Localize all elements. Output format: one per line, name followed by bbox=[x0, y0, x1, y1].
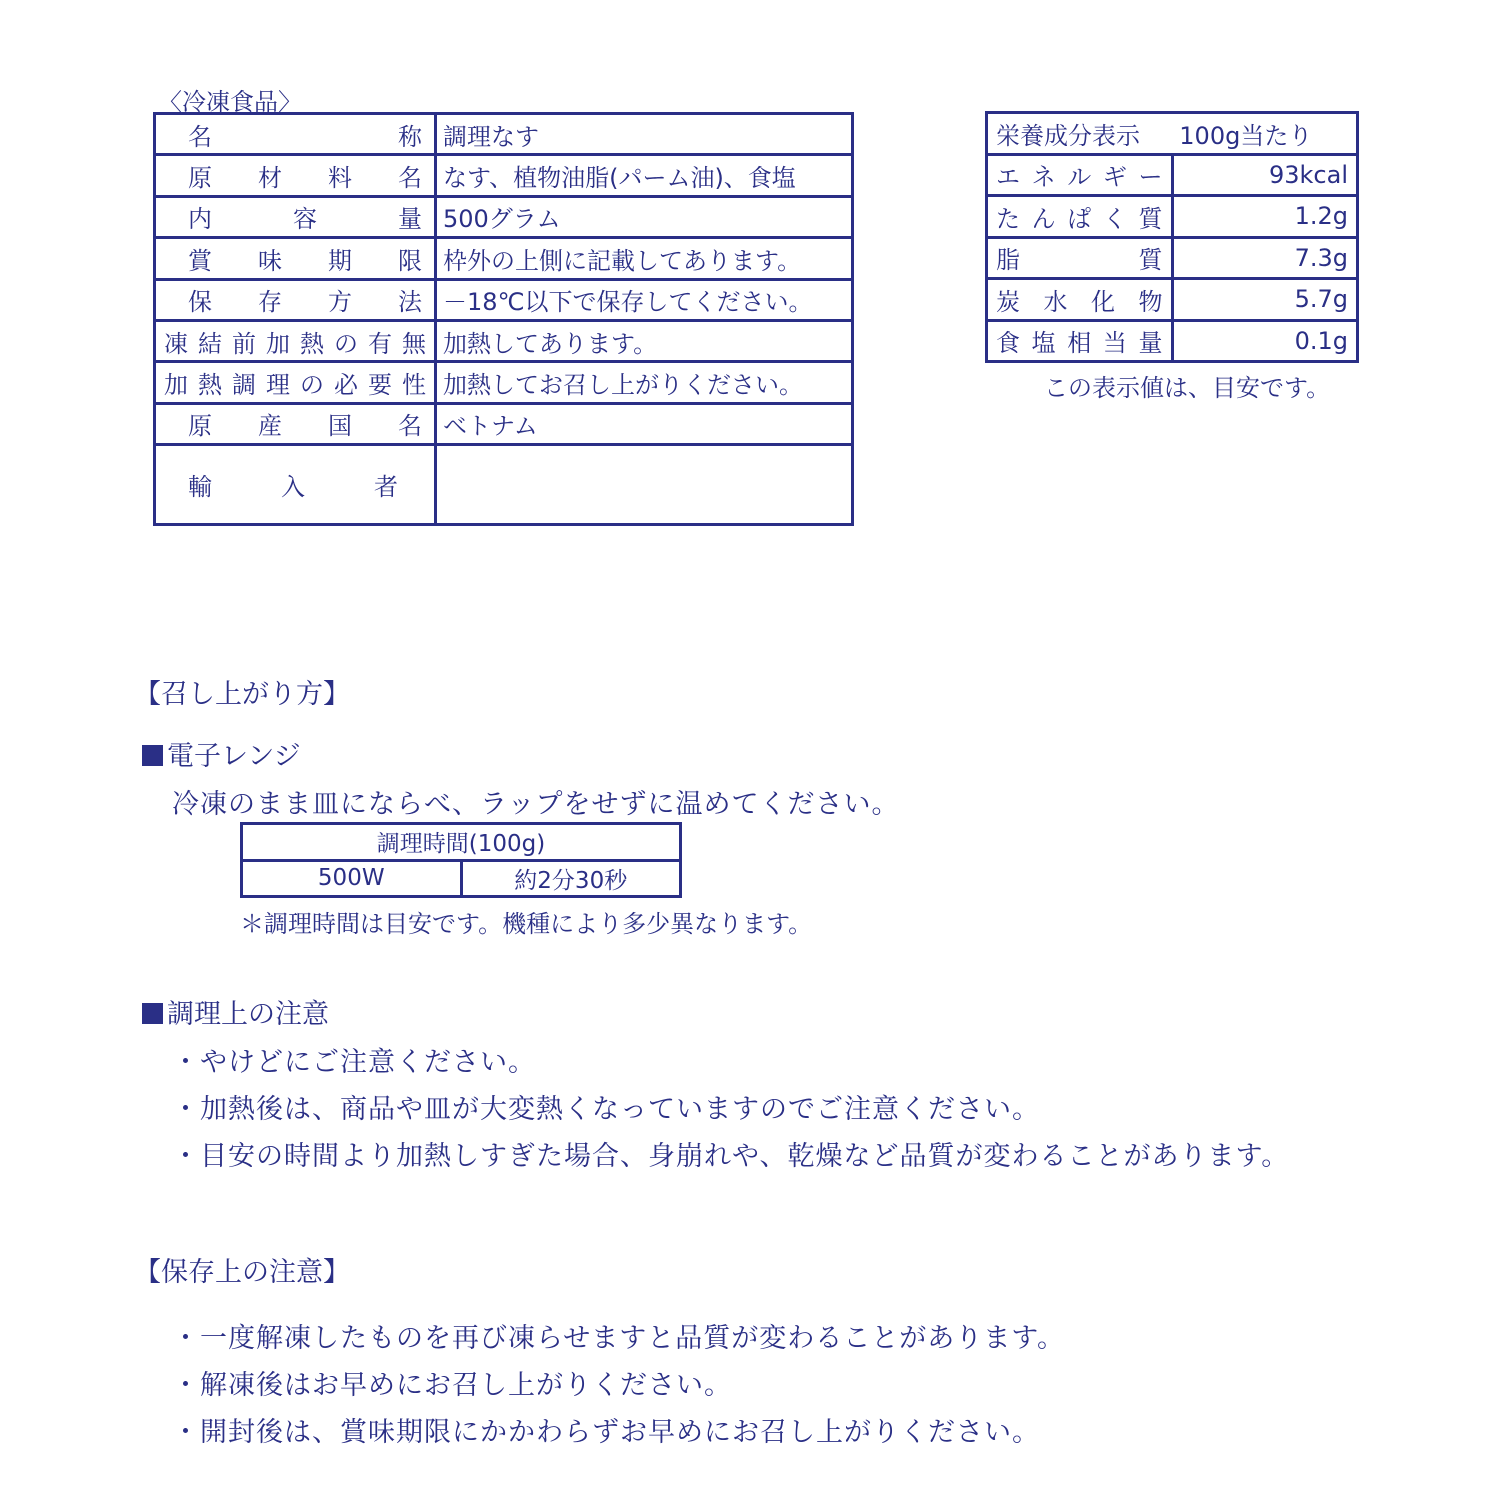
list-item: ・一度解凍したものを再び凍らせますと品質が変わることがあります。 bbox=[172, 1323, 1066, 1354]
list-item: ・解凍後はお早めにお召し上がりください。 bbox=[172, 1370, 732, 1401]
table-row bbox=[987, 237, 1358, 279]
nutrition-value: 93kcal bbox=[1172, 154, 1358, 196]
label-value-heating-required: 加熱してお召し上がりください。 bbox=[436, 362, 853, 403]
table-row bbox=[155, 445, 853, 525]
table-row bbox=[155, 362, 853, 403]
nutrition-key: 脂質 bbox=[987, 237, 1173, 279]
table-row bbox=[155, 114, 853, 155]
nutrition-key: 炭水化物 bbox=[987, 279, 1173, 321]
cooking-cautions-heading-wrap bbox=[142, 992, 329, 1031]
cooking-wattage: 500W bbox=[242, 860, 462, 897]
label-key-ingredients: 原材料名 bbox=[155, 155, 436, 196]
product-label-table bbox=[153, 112, 854, 526]
square-bullet-icon bbox=[142, 745, 163, 766]
label-value-importer bbox=[436, 445, 853, 525]
nutrition-basis: 100g当たり bbox=[1179, 121, 1313, 150]
microwave-instruction: 冷凍のまま皿にならべ、ラップをせずに温めてください。 bbox=[172, 789, 900, 820]
label-key-importer: 輸入者 bbox=[155, 445, 436, 525]
nutrition-value: 5.7g bbox=[1172, 279, 1358, 321]
nutrition-table bbox=[985, 111, 1359, 363]
label-value-name: 調理なす bbox=[436, 114, 853, 155]
label-caption: 〈冷凍食品〉 bbox=[158, 88, 302, 116]
label-value-contents: 500グラム bbox=[436, 196, 853, 237]
table-row bbox=[155, 238, 853, 279]
table-row bbox=[987, 113, 1358, 155]
nutrition-value: 7.3g bbox=[1172, 237, 1358, 279]
table-row bbox=[242, 860, 681, 897]
nutrition-header bbox=[987, 113, 1358, 155]
nutrition-title: 栄養成分表示 bbox=[996, 121, 1140, 150]
table-row bbox=[155, 196, 853, 237]
table-row bbox=[987, 196, 1358, 238]
table-row bbox=[155, 403, 853, 444]
table-row bbox=[155, 155, 853, 196]
table-row bbox=[987, 279, 1358, 321]
table-row bbox=[987, 320, 1358, 362]
label-key-preheated: 凍結前加熱の有無 bbox=[155, 320, 436, 361]
list-item: ・目安の時間より加熱しすぎた場合、身崩れや、乾燥など品質が変わることがあります。 bbox=[172, 1141, 1290, 1172]
cooking-time-note: ＊調理時間は目安です。機種により多少異なります。 bbox=[240, 910, 813, 938]
list-item: ・開封後は、賞味期限にかかわらずお早めにお召し上がりください。 bbox=[172, 1417, 1040, 1448]
list-item: ・加熱後は、商品や皿が大変熱くなっていますのでご注意ください。 bbox=[172, 1094, 1040, 1125]
cooking-time-header: 調理時間(100g) bbox=[242, 824, 681, 861]
table-row bbox=[987, 154, 1358, 196]
cooking-cautions-heading: 調理上の注意 bbox=[167, 999, 329, 1030]
microwave-heading-wrap bbox=[142, 734, 301, 773]
label-key-origin: 原産国名 bbox=[155, 403, 436, 444]
label-key-heating-required: 加熱調理の必要性 bbox=[155, 362, 436, 403]
label-value-storage: －18℃以下で保存してください。 bbox=[436, 279, 853, 320]
table-row bbox=[155, 320, 853, 361]
label-key-contents: 内容量 bbox=[155, 196, 436, 237]
square-bullet-icon bbox=[142, 1003, 163, 1024]
label-value-preheated: 加熱してあります。 bbox=[436, 320, 853, 361]
how-to-eat-heading: 【召し上がり方】 bbox=[134, 679, 350, 710]
nutrition-key: 食塩相当量 bbox=[987, 320, 1173, 362]
table-row bbox=[242, 824, 681, 861]
list-item: ・やけどにご注意ください。 bbox=[172, 1047, 536, 1078]
nutrition-value: 1.2g bbox=[1172, 196, 1358, 238]
table-row bbox=[155, 279, 853, 320]
storage-cautions-heading: 【保存上の注意】 bbox=[134, 1257, 350, 1288]
nutrition-key: たんぱく質 bbox=[987, 196, 1173, 238]
cooking-time-table bbox=[240, 822, 682, 898]
label-value-origin: ベトナム bbox=[436, 403, 853, 444]
nutrition-key: エネルギー bbox=[987, 154, 1173, 196]
nutrition-value: 0.1g bbox=[1172, 320, 1358, 362]
cooking-time: 約2分30秒 bbox=[461, 860, 681, 897]
microwave-heading: 電子レンジ bbox=[167, 741, 301, 772]
label-key-best-before: 賞味期限 bbox=[155, 238, 436, 279]
label-value-best-before: 枠外の上側に記載してあります。 bbox=[436, 238, 853, 279]
nutrition-note: この表示値は、目安です。 bbox=[1044, 374, 1331, 402]
label-key-name: 名 称 bbox=[155, 114, 436, 155]
label-value-ingredients: なす、植物油脂(パーム油)、食塩 bbox=[436, 155, 853, 196]
label-key-storage: 保存方法 bbox=[155, 279, 436, 320]
